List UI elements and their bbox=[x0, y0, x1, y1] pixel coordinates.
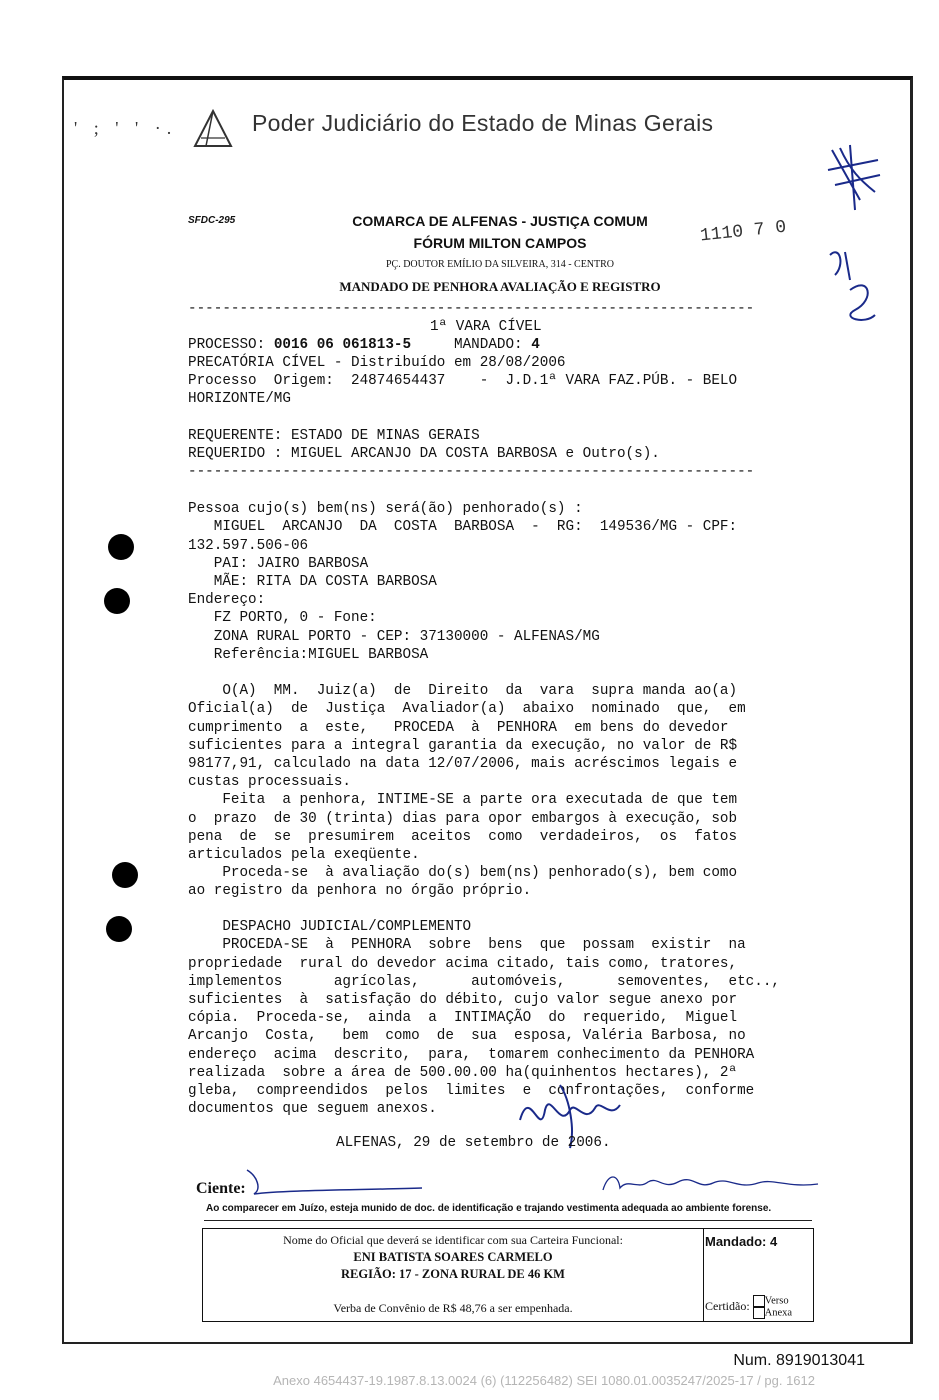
text-line: cópia. Proceda-se, ainda a INTIMAÇÃO do requerido, Miguel bbox=[188, 1010, 738, 1027]
pessoa-block bbox=[188, 482, 788, 682]
punch-hole bbox=[104, 588, 130, 614]
text-line: pena de se presumirem aceitos como verdadeiros, os fatos bbox=[188, 828, 738, 845]
text-line: FZ PORTO, 0 - Fone: bbox=[188, 610, 377, 627]
main-order-block bbox=[188, 664, 788, 919]
text-line: realizada sobre a área de 500.00.00 ha(quinhentos hectares), 2ª bbox=[188, 1064, 738, 1081]
text-line: PROCEDA-SE à PENHORA sobre bens que possam existir na bbox=[188, 937, 746, 954]
origem-line-2: HORIZONTE/MG bbox=[188, 391, 291, 407]
origem-line-1: Processo Origem: 24874654437 - J.D.1ª VARA FAZ.PÚB. - BELO bbox=[188, 373, 738, 389]
text-line: Endereço: bbox=[188, 592, 266, 609]
officer-name: ENI BATISTA SOARES CARMELO bbox=[353, 1250, 553, 1264]
despacho-block bbox=[188, 900, 788, 1137]
text-line: DESPACHO JUDICIAL/COMPLEMENTO bbox=[188, 919, 472, 936]
text-line: Pessoa cujo(s) bem(ns) será(ão) penhorado(s) : bbox=[188, 501, 583, 518]
handwritten-page-numbers bbox=[820, 140, 890, 330]
text-line: gleba, compreendidos pelos limites e confrontações, conforme bbox=[188, 1083, 755, 1100]
anexa-label: Anexa bbox=[764, 1307, 793, 1319]
text-line: ZONA RURAL PORTO - CEP: 37130000 - ALFENAS/MG bbox=[188, 628, 600, 645]
text-line: MÃE: RITA DA COSTA BARBOSA bbox=[188, 574, 437, 591]
recipient-signature bbox=[598, 1168, 828, 1198]
text-line: ao registro da penhora no órgão próprio. bbox=[188, 883, 532, 900]
text-line: PAI: JAIRO BARBOSA bbox=[188, 555, 369, 572]
verba-line: Verba de Convênio de R$ 48,76 a ser empenhada. bbox=[333, 1301, 573, 1315]
mandado-label: MANDADO: bbox=[454, 337, 523, 353]
date-line: ALFENAS, 29 de setembro de 2006. bbox=[336, 1135, 611, 1151]
text-line: 132.597.506-06 bbox=[188, 537, 309, 554]
officer-region: REGIÃO: 17 - ZONA RURAL DE 46 KM bbox=[341, 1267, 565, 1281]
certidao-options bbox=[705, 1295, 792, 1320]
mandado-value: 4 bbox=[531, 337, 540, 353]
ciente-signature bbox=[242, 1164, 542, 1200]
text-line: suficientes para a integral garantia da execução, no valor de R$ bbox=[188, 737, 738, 754]
text-line: endereço acima descrito, para, tomarem conhecimento da PENHORA bbox=[188, 1046, 755, 1063]
processo-value: 0016 06 061813-5 bbox=[273, 337, 412, 353]
scan-specks: ' ; ' ' ·. bbox=[74, 118, 178, 138]
officer-instruction: Nome do Oficial que deverá se identificar com sua Carteira Funcional: bbox=[283, 1233, 623, 1247]
certidao-label: Certidão: bbox=[705, 1299, 750, 1314]
document-title: MANDADO DE PENHORA AVALIAÇÃO E REGISTRO bbox=[339, 279, 661, 294]
vara-label: 1ª VARA CÍVEL bbox=[430, 319, 542, 335]
ciente-label: Ciente: bbox=[196, 1180, 246, 1197]
text-line: o prazo de 30 (trinta) dias para opor embargos à execução, sob bbox=[188, 810, 738, 827]
box-divider bbox=[703, 1229, 704, 1321]
text-line: O(A) MM. Juiz(a) de Direito da vara supra manda ao(a) bbox=[188, 683, 738, 700]
text-line: articulados pela exeqüente. bbox=[188, 847, 420, 864]
punch-hole bbox=[108, 534, 134, 560]
text-line: 98177,91, calculado na data 12/07/2006, mais acréscimos legais e bbox=[188, 756, 738, 773]
text-line: Arcanjo Costa, bem como de sua esposa, Valéria Barbosa, no bbox=[188, 1028, 746, 1045]
agency-name: Poder Judiciário do Estado de Minas Gerais bbox=[252, 110, 714, 136]
form-code: SFDC-295 bbox=[188, 215, 236, 226]
court-notice: Ao comparecer em Juízo, esteja munido de doc. de identificação e trajando vestimenta adequada ao ambiente forense. bbox=[206, 1203, 772, 1214]
forum-address: PÇ. DOUTOR EMÍLIO DA SILVEIRA, 314 - CENTRO bbox=[385, 259, 615, 270]
separator-mid: ------------------------------------------------------------------ bbox=[188, 464, 755, 480]
text-line: Oficial(a) de Justiça Avaliador(a) abaixo nominado que, em bbox=[188, 701, 746, 718]
text-line: MIGUEL ARCANJO DA COSTA BARBOSA - RG: 149536/MG - CPF: bbox=[188, 519, 738, 536]
verso-label: Verso bbox=[764, 1295, 789, 1307]
text-line: Referência:MIGUEL BARBOSA bbox=[188, 646, 429, 663]
officer-box bbox=[202, 1228, 814, 1322]
verso-checkbox[interactable] bbox=[753, 1295, 765, 1307]
text-line: Proceda-se à avaliação do(s) bem(ns) penhorado(s), bem como bbox=[188, 865, 738, 882]
document-number: Num. 8919013041 bbox=[733, 1352, 865, 1369]
text-line: cumprimento a este, PROCEDA à PENHORA em bens do devedor bbox=[188, 719, 729, 736]
text-line: suficientes à satisfação do débito, cujo valor segue anexo por bbox=[188, 992, 738, 1009]
requerente-line: REQUERENTE: ESTADO DE MINAS GERAIS bbox=[188, 428, 480, 444]
notice-rule bbox=[204, 1220, 812, 1221]
comarca-heading: COMARCA DE ALFENAS - JUSTIÇA COMUM bbox=[352, 213, 648, 229]
text-line: documentos que seguem anexos. bbox=[188, 1101, 437, 1118]
text-line: custas processuais. bbox=[188, 774, 352, 791]
court-logo-icon bbox=[192, 108, 234, 150]
precatoria-line: PRECATÓRIA CÍVEL - Distribuído em 28/08/2006 bbox=[188, 355, 566, 371]
document-reference: Anexo 4654437-19.1987.8.13.0024 (6) (112256482) SEI 1080.01.0035247/2025-17 / pg. 1612 bbox=[273, 1373, 815, 1388]
separator-top: ------------------------------------------------------------------ bbox=[188, 301, 755, 317]
processo-line bbox=[188, 336, 788, 354]
processo-label: PROCESSO: bbox=[188, 337, 266, 353]
punch-hole bbox=[106, 916, 132, 942]
forum-heading: FÓRUM MILTON CAMPOS bbox=[413, 235, 587, 251]
text-line: implementos agrícolas, automóveis, semoventes, etc.., bbox=[188, 973, 780, 990]
requerido-line: REQUERIDO : MIGUEL ARCANJO DA COSTA BARBOSA e Outro(s). bbox=[188, 446, 660, 462]
mandado-number-box: Mandado: 4 bbox=[705, 1234, 778, 1249]
text-line: Feita a penhora, INTIME-SE a parte ora executada de que tem bbox=[188, 792, 738, 809]
text-line: propriedade rural do devedor acima citado, tais como, tratores, bbox=[188, 955, 738, 972]
punch-hole bbox=[112, 862, 138, 888]
protocol-stamp: 1110 7 0 bbox=[699, 217, 788, 247]
anexa-checkbox[interactable] bbox=[753, 1307, 765, 1319]
